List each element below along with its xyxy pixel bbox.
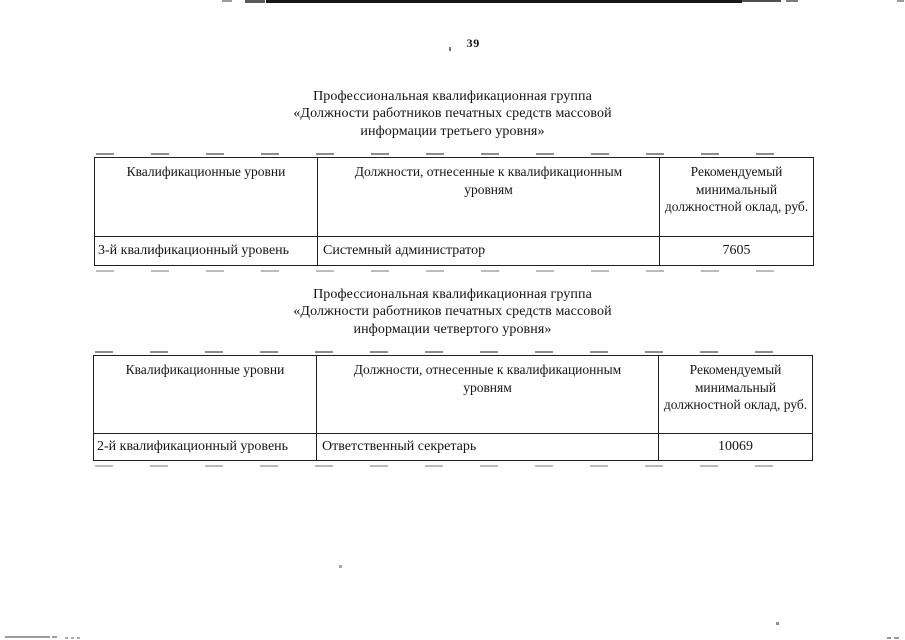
heading-line: «Должности работников печатных средств массовой bbox=[293, 304, 612, 320]
scan-artifact bbox=[894, 637, 899, 639]
scan-artifact bbox=[449, 47, 451, 51]
cell-level: 3-й квалификационный уровень bbox=[95, 237, 318, 266]
cell-position: Системный администратор bbox=[318, 237, 660, 266]
cell-level: 2-й квалификационный уровень bbox=[94, 434, 317, 461]
scan-artifact bbox=[222, 0, 232, 2]
header-cell-levels: Квалификационные уровни bbox=[95, 158, 318, 237]
scan-artifact bbox=[776, 622, 779, 625]
heading-line: Профессиональная квалификационная группа bbox=[313, 287, 592, 302]
scan-artifact bbox=[897, 0, 904, 2]
page-number bbox=[449, 36, 480, 51]
scan-artifact bbox=[5, 636, 50, 638]
table-header-row bbox=[95, 158, 814, 237]
qualification-table-level-3 bbox=[94, 157, 814, 266]
header-cell-salary: Рекомендуемый минимальный должностной оклад, руб. bbox=[659, 356, 813, 434]
scan-artifact bbox=[65, 637, 68, 639]
heading-line: Профессиональная квалификационная группа bbox=[313, 89, 592, 104]
section-heading-group-3 bbox=[0, 88, 905, 140]
table-row bbox=[95, 237, 814, 266]
scan-artifact bbox=[742, 0, 781, 2]
scan-artifact bbox=[52, 636, 57, 638]
cell-position: Ответственный секретарь bbox=[317, 434, 659, 461]
scan-artifact bbox=[339, 565, 342, 568]
qualification-table-level-4 bbox=[93, 355, 813, 461]
scan-artifact bbox=[95, 351, 809, 353]
scan-artifact bbox=[887, 637, 891, 639]
page-number-value: 39 bbox=[466, 36, 480, 50]
heading-line: информации третьего уровня» bbox=[360, 123, 545, 139]
scan-artifact bbox=[786, 0, 798, 2]
heading-line: информации четвертого уровня» bbox=[353, 321, 552, 337]
scan-artifact bbox=[71, 637, 74, 639]
section-heading-group-4 bbox=[0, 286, 905, 338]
header-cell-positions: Должности, отнесенные к квалификационным уровням bbox=[318, 158, 660, 237]
scan-artifact bbox=[95, 465, 809, 467]
scan-artifact bbox=[245, 0, 265, 3]
header-cell-salary: Рекомендуемый минимальный должностной оклад, руб. bbox=[660, 158, 814, 237]
scan-artifact bbox=[266, 0, 742, 3]
heading-line: «Должности работников печатных средств массовой bbox=[293, 106, 612, 122]
scan-artifact bbox=[77, 637, 80, 639]
cell-salary: 10069 bbox=[659, 434, 813, 461]
header-cell-levels: Квалификационные уровни bbox=[94, 356, 317, 434]
header-cell-positions: Должности, отнесенные к квалификационным уровням bbox=[317, 356, 659, 434]
cell-salary: 7605 bbox=[660, 237, 814, 266]
table-header-row bbox=[94, 356, 813, 434]
scan-artifact bbox=[96, 270, 808, 272]
table-row bbox=[94, 434, 813, 461]
scan-artifact bbox=[96, 153, 808, 155]
